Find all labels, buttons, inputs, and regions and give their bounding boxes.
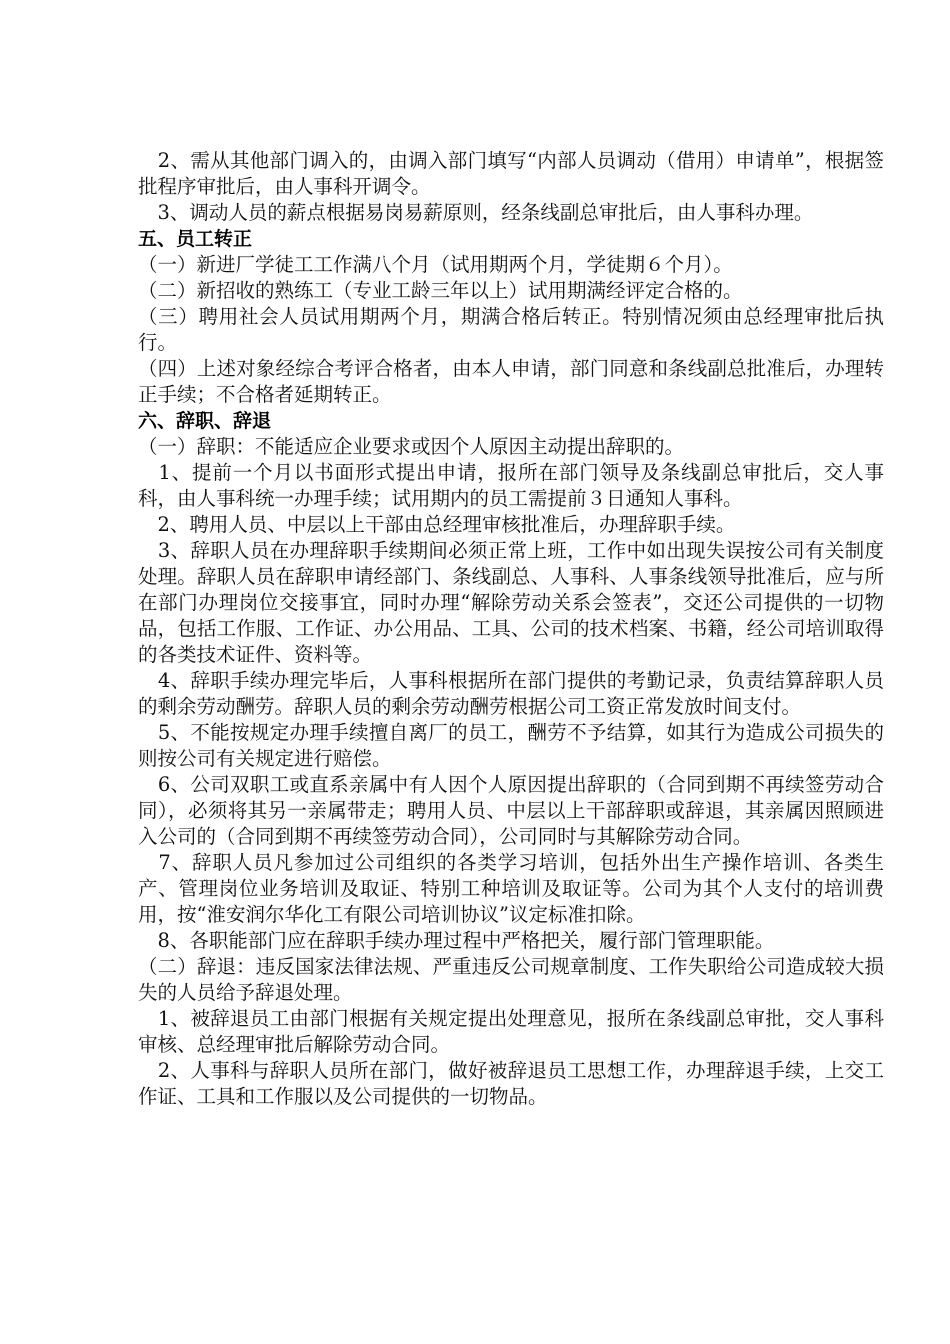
item-regular-3: （三）聘用社会人员试用期两个月，期满合格后转正。特别情况须由总经理审批后执行。	[138, 305, 884, 354]
item-dismiss-1: 1、被辞退员工由部门根据有关规定提出处理意见，报所在条线副总审批，交人事科审核、总经理审批后解除劳动合同。	[138, 1007, 884, 1056]
item-resign-3: 3、辞职人员在办理辞职手续期间必须正常上班，工作中如出现失误按公司有关制度处理。辞职人员在辞职申请经部门、条线副总、人事科、人事条线领导批准后，应与所在部门办理岗位交接事宜，同时办理“解除劳动关系会签表”，交还公司提供的一切物品，包括工作服、工作证、办公用品、工具、公司的技术档案、书籍，经公司培训取得的各类技术证件、资料等。	[138, 539, 884, 666]
item-dismiss-2: 2、人事科与辞职人员所在部门，做好被辞退员工思想工作，办理辞退手续，上交工作证、工具和工作服以及公司提供的一切物品。	[138, 1059, 884, 1108]
item-resign-8: 8、各职能部门应在辞职手续办理过程中严格把关，履行部门管理职能。	[138, 929, 775, 952]
item-regular-4: （四）上述对象经综合考评合格者，由本人申请，部门同意和条线副总批准后，办理转正手续；不合格者延期转正。	[138, 357, 884, 406]
item-resign-2: 2、聘用人员、中层以上干部由总经理审核批准后，办理辞职手续。	[138, 513, 736, 536]
item-resign-6: 6、公司双职工或直系亲属中有人因个人原因提出辞职的（合同到期不再续签劳动合同），必须将其另一亲属带走；聘用人员、中层以上干部辞职或辞退，其亲属因照顾进入公司的（合同到期不再续签劳动合同），公司同时与其解除劳动合同。	[138, 773, 884, 848]
item-resign-4: 4、辞职手续办理完毕后，人事科根据所在部门提供的考勤记录，负责结算辞职人员的剩余劳动酬劳。辞职人员的剩余劳动酬劳根据公司工资正常发放时间支付。	[138, 669, 884, 718]
item-regular-2: （二）新招收的熟练工（专业工龄三年以上）试用期满经评定合格的。	[138, 279, 743, 302]
item-dismiss-intro: （二）辞退：违反国家法律法规、严重违反公司规章制度、工作失职给公司造成较大损失的人员给予辞退处理。	[138, 955, 884, 1004]
item-transfer-3: 3、调动人员的薪点根据易岗易薪原则，经条线副总审批后，由人事科办理。	[138, 201, 814, 224]
item-resign-5: 5、不能按规定办理手续擅自离厂的员工，酬劳不予结算，如其行为造成公司损失的则按公司有关规定进行赔偿。	[138, 721, 884, 770]
section-heading-6: 六、辞职、辞退	[138, 410, 272, 432]
item-resign-1: 1、提前一个月以书面形式提出申请，报所在部门领导及条线副总审批后，交人事科，由人事科统一办理手续；试用期内的员工需提前３日通知人事科。	[138, 461, 884, 510]
item-resign-7: 7、辞职人员凡参加过公司组织的各类学习培训，包括外出生产操作培训、各类生产、管理岗位业务培训及取证、特别工种培训及取证等。公司为其个人支付的培训费用，按“淮安润尔华化工有限公司培训协议”议定标准扣除。	[138, 851, 884, 926]
item-resign-intro: （一）辞职：不能适应企业要求或因个人原因主动提出辞职的。	[138, 435, 685, 458]
section-heading-5: 五、员工转正	[138, 228, 253, 250]
item-regular-1: （一）新进厂学徒工工作满八个月（试用期两个月，学徒期６个月）。	[138, 253, 733, 276]
document-page	[138, 148, 884, 1110]
item-transfer-2: 2、需从其他部门调入的，由调入部门填写“内部人员调动（借用）申请单”，根据签批程序审批后，由人事科开调令。	[138, 149, 884, 198]
